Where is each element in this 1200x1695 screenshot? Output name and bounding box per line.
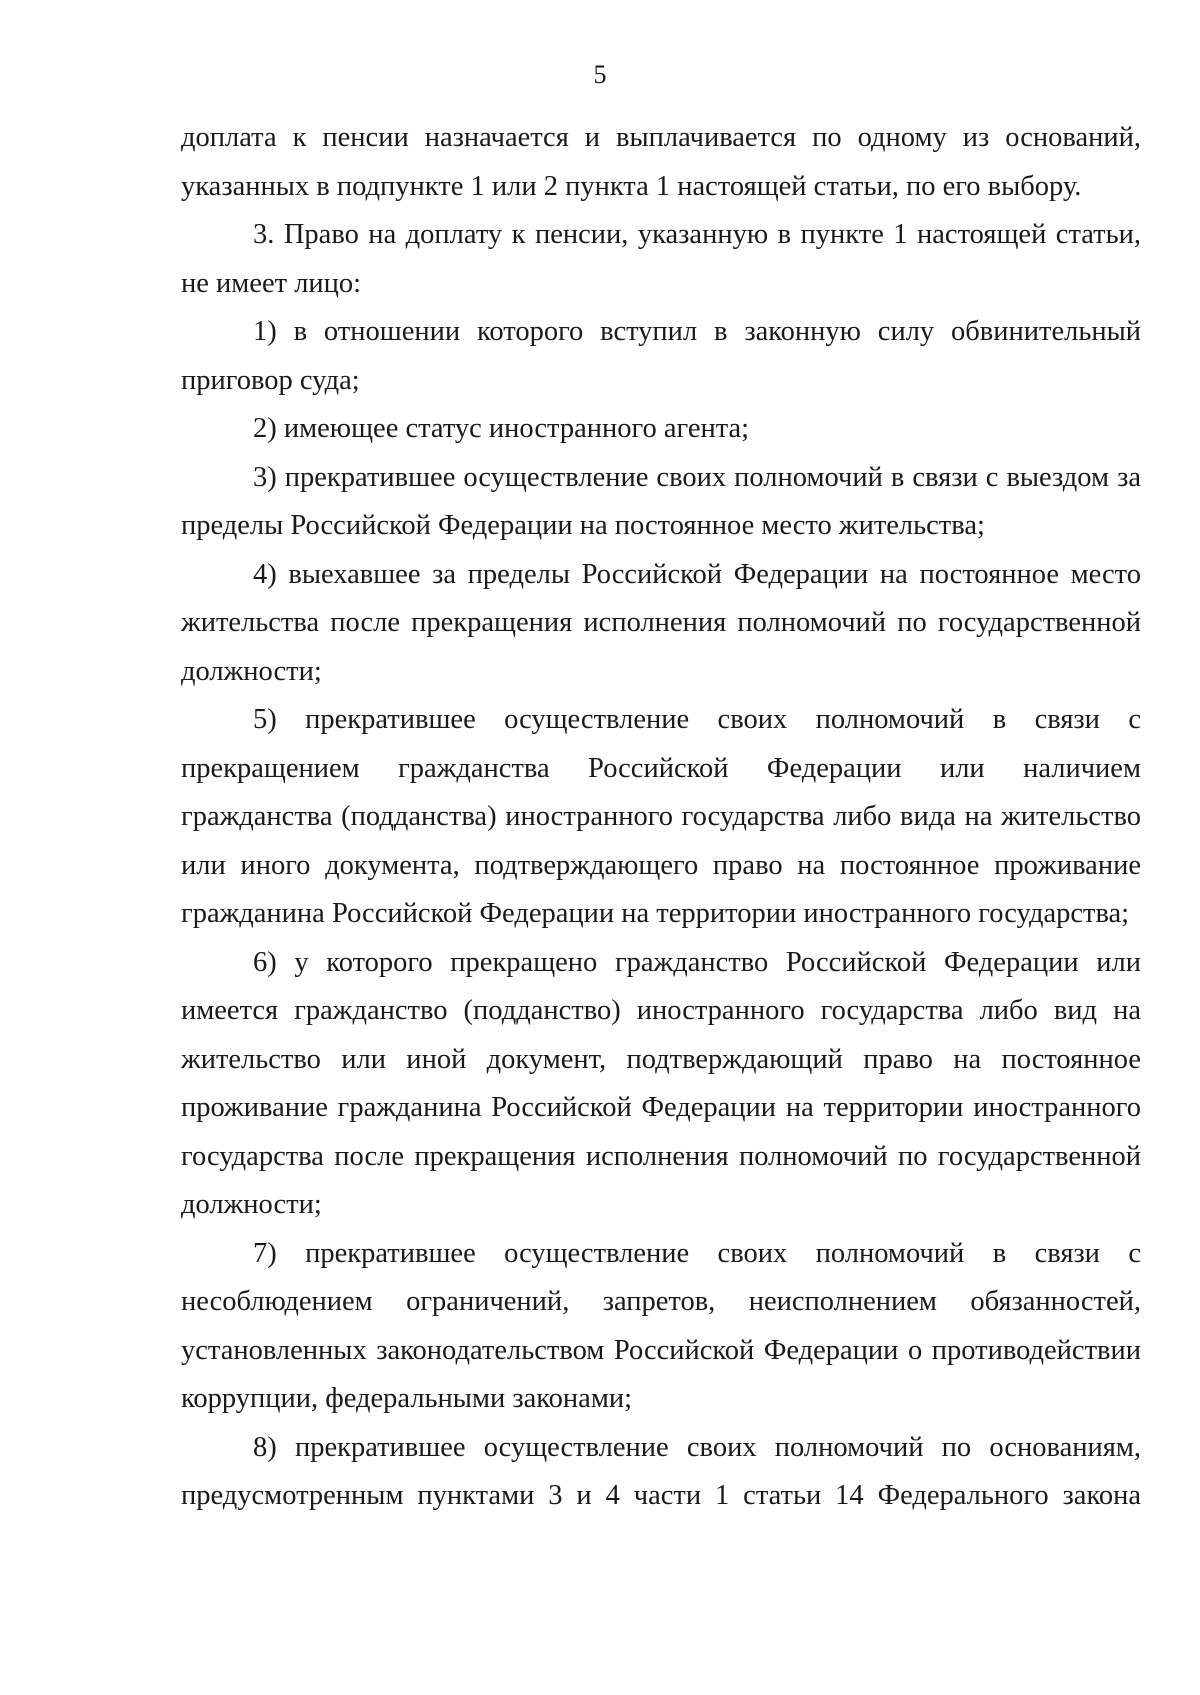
list-item-6: 6) у которого прекращено гражданство Российской Федерации или имеется гражданство (подданство) иностранного государства либо вид на жительство или иной документ, подтверждающий право на постоянное проживание гражданина Российской Федерации на территории иностранного государства после прекращения исполнения полномочий по государственной должности; (181, 946, 1141, 1220)
list-item-5: 5) прекратившее осуществление своих полномочий в связи с прекращением гражданства Российской Федерации или наличием гражданства (подданства) иностранного государства либо вида на жительство или иного документа, подтверждающего право на постоянное проживание гражданина Российской Федерации на территории иностранного государства; (181, 704, 1141, 929)
paragraph-clause-3: 3. Право на доплату к пенсии, указанную в пункте 1 настоящей статьи, не имеет лицо: (181, 219, 1141, 299)
list-item-1: 1) в отношении которого вступил в законную силу обвинительный приговор суда; (181, 316, 1141, 396)
document-body (181, 114, 1141, 1521)
list-item-2: 2) имеющее статус иностранного агента; (253, 413, 750, 444)
page-number: 5 (593, 60, 607, 89)
list-item-4: 4) выехавшее за пределы Российской Федерации на постоянное место жительства после прекращения исполнения полномочий по государственной должности; (181, 558, 1141, 687)
list-item-3: 3) прекратившее осуществление своих полномочий в связи с выездом за пределы Российской Федерации на постоянное место жительства; (181, 461, 1141, 541)
list-item-8: 8) прекратившее осуществление своих полномочий по основаниям, предусмотренным пунктами 3 и 4 части 1 статьи 14 Федерального закона (181, 1431, 1141, 1511)
paragraph-continuation: доплата к пенсии назначается и выплачивается по одному из оснований, указанных в подпункте 1 или 2 пункта 1 настоящей статьи, по его выбору. (181, 122, 1141, 202)
list-item-7: 7) прекратившее осуществление своих полномочий в связи с несоблюдением ограничений, запретов, неисполнением обязанностей, установленных законодательством Российской Федерации о противодействии коррупции, федеральными законами; (181, 1237, 1141, 1414)
